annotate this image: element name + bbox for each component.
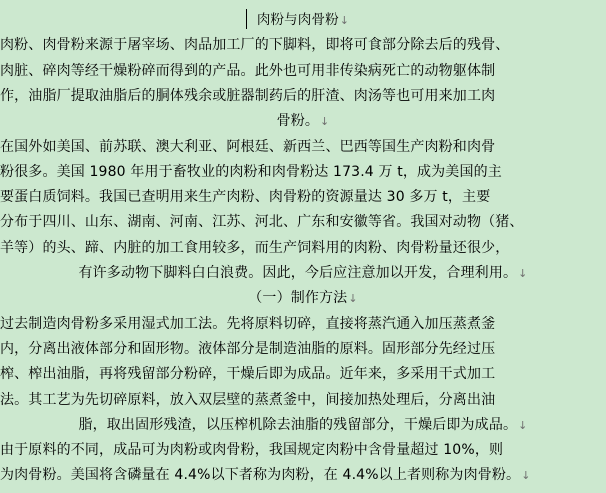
line-text: 为肉骨粉。美国将含磷量在 4.4%以下者称为肉粉，在 4.4%以上者则称为肉骨粉。 xyxy=(0,467,521,484)
line-text: 羊等）的头、蹄、内脏的加工食用较多，而生产饲料用的肉粉、肉骨粉量还很少， xyxy=(0,239,510,256)
paragraph-mark: ↓ xyxy=(521,469,531,483)
document-heading-line xyxy=(0,8,606,33)
document-text-line xyxy=(0,210,606,235)
line-text: 要蛋白质饲料。我国已查明用来生产肉粉、肉骨粉的资源量达 30 多万 t，主要 xyxy=(0,189,491,206)
line-text: 分布于四川、山东、湖南、河南、江苏、河北、广东和安徽等省。我国对动物（猪、 xyxy=(0,214,524,231)
line-text: 由于原料的不同，成品可为肉粉或肉骨粉，我国规定肉粉中含骨量超过 10%，则 xyxy=(0,442,504,459)
line-text: 粉很多。美国 1980 年用于畜牧业的肉粉和肉骨粉达 173.4 万 t，成为美国的主 xyxy=(0,163,502,180)
document-text-line xyxy=(0,337,606,362)
document-text-line xyxy=(0,362,606,387)
line-text: 脂，取出固形残渣，以压榨机除去油脂的残留部分，干燥后即为成品。 xyxy=(78,416,518,433)
document-text-line xyxy=(0,413,606,438)
document-text-line xyxy=(0,261,606,286)
document-text-line xyxy=(0,185,606,210)
line-text: 肉粉、肉骨粉来源于屠宰场、肉品加工厂的下脚料，即将可食部分除去后的残骨、 xyxy=(0,37,510,54)
line-text: 骨粉。 xyxy=(276,113,320,130)
document-text-line xyxy=(0,160,606,185)
document-text-line xyxy=(0,135,606,160)
line-text: 过去制造肉骨粉多采用湿式加工法。先将原料切碎，直接将蒸汽通入加压蒸煮釜 xyxy=(0,315,496,332)
document-text-line xyxy=(0,286,606,311)
document-text-line xyxy=(0,109,606,134)
line-text: 肉脏、碎肉等经干燥粉碎而得到的产品。此外也可用非传染病死亡的动物躯体制 xyxy=(0,62,496,79)
line-text: 肉粉与肉骨粉 xyxy=(256,12,339,28)
document-text-line xyxy=(0,388,606,413)
line-text: （一）制作方法 xyxy=(248,290,348,307)
document-text-line xyxy=(0,33,606,58)
line-text: 内，分离出液体部分和固形物。液体部分是制造油脂的原料。固形部分先经过压 xyxy=(0,340,496,357)
document-text-line xyxy=(0,312,606,337)
paragraph-mark: ↓ xyxy=(348,292,358,306)
paragraph-mark: ↓ xyxy=(518,418,528,432)
line-text: 榨、榨出油脂，再将残留部分粉碎，干燥后即为成品。近年来，多采用干式加工 xyxy=(0,366,496,383)
document-text-line xyxy=(0,84,606,109)
paragraph-mark: ↓ xyxy=(518,267,528,280)
line-text: 作，油脂厂提取油脂后的胴体残余或脏器制药后的肝渣、肉汤等也可用来加工肉 xyxy=(0,87,496,104)
document-text-line xyxy=(0,463,606,488)
document-text-line xyxy=(0,236,606,261)
line-text: 有许多动物下脚料白白浪费。因此，今后应注意加以开发，合理利用。 xyxy=(78,265,518,281)
paragraph-mark: ↓ xyxy=(320,115,330,129)
line-text: 法。其工艺为先切碎原料，放入双层壁的蒸煮釜中，间接加热处理后，分离出油 xyxy=(0,391,496,408)
document-text-line xyxy=(0,438,606,463)
document-text-line xyxy=(0,59,606,84)
line-text: 在国外如美国、前苏联、澳大利亚、阿根廷、新西兰、巴西等国生产肉粉和肉骨 xyxy=(0,138,496,155)
paragraph-mark: ↓ xyxy=(339,14,350,27)
